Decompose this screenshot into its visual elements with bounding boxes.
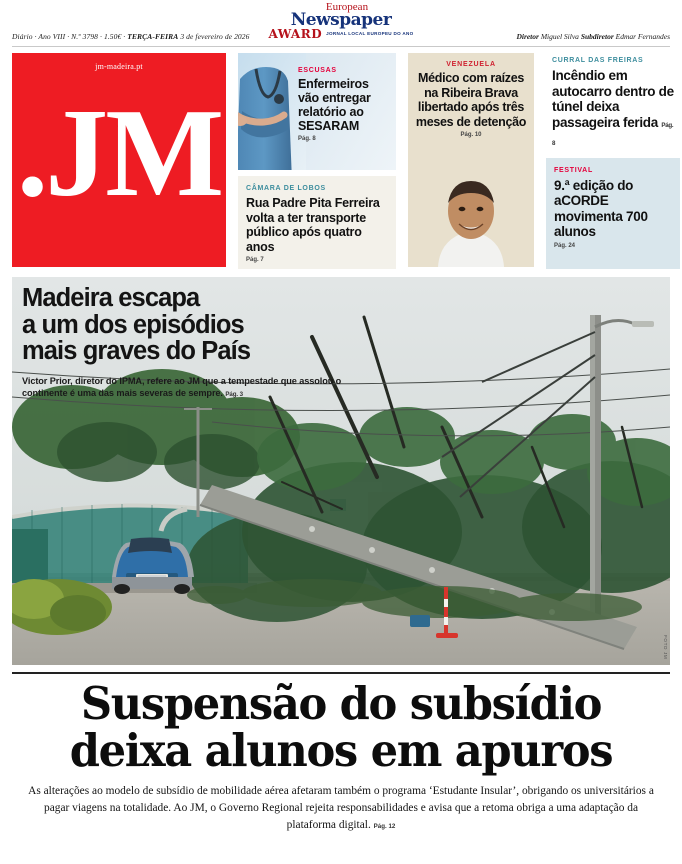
lead-headline[interactable] — [22, 285, 342, 365]
jm-logo-block[interactable] — [12, 53, 226, 267]
camara-kicker: CÂMARA DE LOBOS — [246, 185, 326, 192]
bottom-story-block[interactable] — [0, 674, 682, 835]
lead-standfirst-text: Victor Prior, diretor do IPMA, refere ao JM que a tempestade que assolou o continente é uma das mais severas de sempre. — [22, 375, 342, 398]
escusas-page: Pág. 8 — [298, 136, 316, 142]
teaser-escusas[interactable] — [238, 53, 396, 170]
escusas-kicker: ESCUSAS — [298, 67, 337, 74]
bottom-page: Pág. 12 — [373, 823, 396, 830]
edition-day: TERÇA-FEIRA — [127, 32, 179, 41]
curral-headline[interactable] — [552, 68, 676, 152]
director-info — [516, 32, 670, 46]
website-url[interactable]: jm-madeira.pt — [95, 62, 143, 71]
curral-headline-text: Incêndio em autocarro dentro de túnel deixa passageira ferida — [552, 68, 674, 130]
bottom-headline[interactable] — [25, 677, 657, 777]
bottom-headline-line1: Suspensão do subsídio — [80, 677, 602, 730]
lead-page: Pág. 3 — [225, 391, 243, 398]
lead-headline-line2: a um dos episódios — [22, 310, 244, 339]
venezuela-kicker: VENEZUELA — [446, 61, 496, 68]
camara-headline[interactable]: Rua Padre Pita Ferreira volta a ter transporte público após quatro anos — [246, 196, 380, 254]
festival-page: Pág. 24 — [554, 242, 576, 249]
european-newspaper-award-logo — [216, 2, 466, 40]
venezuela-page: Pág. 10 — [460, 132, 482, 138]
bottom-headline-line2: deixa alunos em apuros — [69, 724, 613, 777]
teaser-camara-de-lobos[interactable] — [238, 176, 396, 269]
edition-prefix: Diário · Ano VIII · N.º 3798 · 1.50€ · — [12, 32, 128, 41]
director-name: Miguel Silva — [538, 32, 581, 41]
camara-page: Pág. 7 — [246, 257, 264, 263]
masthead — [0, 0, 682, 46]
escusas-headline[interactable]: Enfermeiros vão entregar relatório ao SESARAM — [298, 77, 371, 133]
curral-page: Pág. 8 — [552, 121, 674, 147]
right-column — [546, 53, 680, 269]
escusas-text — [298, 67, 390, 142]
bottom-standfirst-text: As alterações ao modelo de subsídio de mobilidade aérea afetaram também o programa ‘Estudante Insular’, obrigando os universitários a pagar viagens na totalidade. Ao JM, o Governo Regional rejeita responsabilidades e avisa que a retoma obriga a uma adaptação da plataforma digital. — [28, 785, 654, 831]
lead-story-text — [22, 285, 342, 402]
lead-headline-line1: Madeira escapa — [22, 284, 200, 312]
award-tagline: JORNAL LOCAL EUROPEU DO ANO — [326, 31, 414, 36]
logo-column — [12, 53, 226, 269]
festival-kicker: FESTIVAL — [554, 166, 593, 174]
subdirector-name: Edmar Fernandes — [613, 32, 670, 41]
teaser-venezuela[interactable] — [408, 53, 534, 267]
middle-column — [238, 53, 396, 269]
teaser-festival[interactable] — [546, 158, 680, 270]
edition-date: 3 de fevereiro de 2026 — [178, 32, 250, 41]
lead-headline-line3: mais graves do País — [22, 337, 251, 365]
award-bottom-row — [216, 28, 466, 40]
award-newspaper-text: Newspaper — [290, 10, 392, 30]
festival-headline[interactable]: 9.ª edição do aCORDE movimenta 700 alunos — [554, 177, 648, 239]
subdirector-label: Subdiretor — [580, 32, 614, 41]
photo-credit: FOTO JM — [663, 634, 668, 659]
director-label: Diretor — [516, 32, 539, 41]
doctor-portrait-photo — [408, 167, 534, 267]
bottom-standfirst — [12, 783, 670, 835]
top-teaser-grid — [0, 47, 682, 269]
award-european-text: European — [325, 1, 369, 13]
award-award-text: AWARD — [268, 27, 323, 41]
venezuela-headline[interactable]: Médico com raízes na Ribeira Brava libertado após três meses de detenção — [415, 71, 527, 129]
curral-kicker: CURRAL DAS FREIRAS — [552, 57, 644, 64]
venezuela-column — [408, 53, 534, 269]
lead-story-block[interactable] — [12, 277, 670, 665]
teaser-curral-das-freiras[interactable] — [546, 53, 680, 152]
edition-info — [12, 32, 249, 46]
jm-wordmark: .JM — [16, 84, 222, 223]
car — [112, 538, 194, 595]
lead-standfirst — [22, 375, 342, 402]
nurse-photo — [238, 53, 306, 170]
